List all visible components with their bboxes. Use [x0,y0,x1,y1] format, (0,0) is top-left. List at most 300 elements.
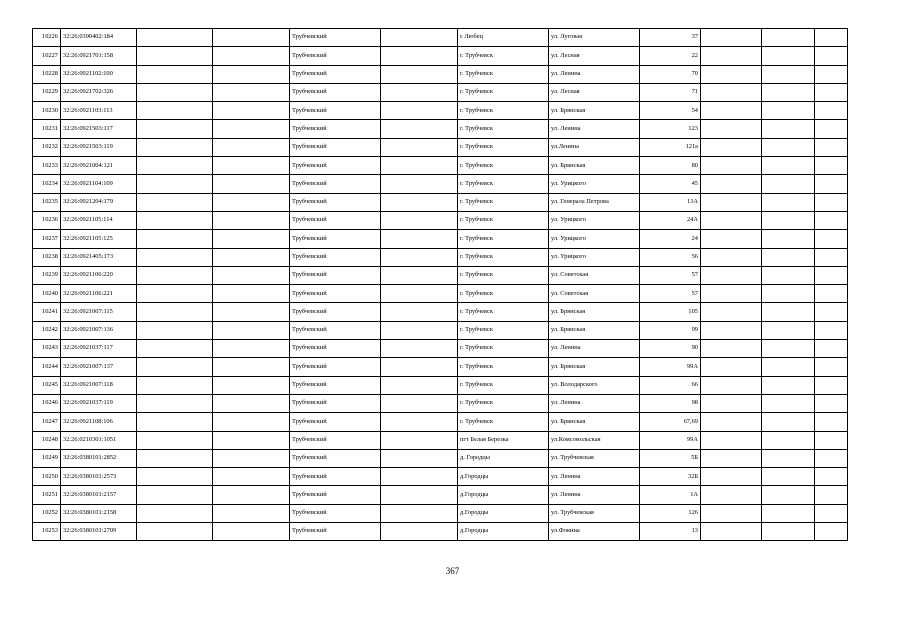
table-row [33,303,848,321]
empty-cell [762,486,815,504]
house-number-cell: 37 [640,29,701,47]
empty-cell [137,83,213,101]
empty-cell [762,504,815,522]
empty-cell [213,193,290,211]
row-number-cell: 10241 [33,303,61,321]
house-number-cell: 57 [640,285,701,303]
district-cell: Трубчевский [290,431,381,449]
empty-cell [137,175,213,193]
empty-cell [815,449,848,467]
empty-cell [213,321,290,339]
empty-cell [762,193,815,211]
empty-cell [701,230,762,248]
empty-cell [137,358,213,376]
empty-cell [815,83,848,101]
row-number-cell: 10238 [33,248,61,266]
house-number-cell: 71 [640,83,701,101]
empty-cell [762,376,815,394]
district-cell: Трубчевский [290,303,381,321]
empty-cell [701,394,762,412]
locality-cell: г. Трубчевск [458,376,549,394]
empty-cell [762,449,815,467]
table-row [33,102,848,120]
cadastral-number-cell: 32:26:0921037:119 [61,394,137,412]
empty-cell [137,157,213,175]
locality-cell: г. Трубчевск [458,413,549,431]
empty-cell [815,394,848,412]
empty-cell [213,504,290,522]
empty-cell [701,120,762,138]
cadastral-number-cell: 32:26:0380101:2573 [61,468,137,486]
cadastral-number-cell: 32:26:0380101:2158 [61,504,137,522]
table-row [33,321,848,339]
empty-cell [381,303,458,321]
cadastral-number-cell: 32:26:0380101:2852 [61,449,137,467]
empty-cell [701,29,762,47]
empty-cell [213,83,290,101]
empty-cell [137,211,213,229]
table-row [33,285,848,303]
empty-cell [701,303,762,321]
table-row [33,83,848,101]
house-number-cell: 24А [640,211,701,229]
street-cell: ул. Ленина [549,120,640,138]
empty-cell [381,358,458,376]
empty-cell [815,321,848,339]
table-row [33,211,848,229]
locality-cell: г. Трубчевск [458,248,549,266]
district-cell: Трубчевский [290,321,381,339]
empty-cell [762,47,815,65]
table-row [33,47,848,65]
street-cell: ул. Лесная [549,47,640,65]
street-cell: ул. Советская [549,285,640,303]
row-number-cell: 10239 [33,266,61,284]
empty-cell [381,230,458,248]
empty-cell [213,449,290,467]
district-cell: Трубчевский [290,468,381,486]
empty-cell [213,175,290,193]
district-cell: Трубчевский [290,523,381,541]
empty-cell [381,266,458,284]
table-row [33,449,848,467]
district-cell: Трубчевский [290,29,381,47]
locality-cell: г. Трубчевск [458,303,549,321]
street-cell: ул. Брянская [549,413,640,431]
table-row [33,413,848,431]
empty-cell [701,486,762,504]
table-row [33,504,848,522]
district-cell: Трубчевский [290,285,381,303]
empty-cell [815,376,848,394]
empty-cell [762,211,815,229]
cadastral-number-cell: 32:26:0921103:113 [61,102,137,120]
empty-cell [815,230,848,248]
locality-cell: г. Трубчевск [458,358,549,376]
empty-cell [137,285,213,303]
row-number-cell: 10246 [33,394,61,412]
table-row [33,29,848,47]
cadastral-number-cell: 32:26:0921405:173 [61,248,137,266]
empty-cell [701,504,762,522]
street-cell: ул. Ленина [549,486,640,504]
street-cell: ул. Луговая [549,29,640,47]
street-cell: ул. Ленина [549,394,640,412]
locality-cell: с Любец [458,29,549,47]
house-number-cell: 70 [640,65,701,83]
empty-cell [213,358,290,376]
empty-cell [815,120,848,138]
row-number-cell: 10231 [33,120,61,138]
district-cell: Трубчевский [290,193,381,211]
locality-cell: д.Городцы [458,486,549,504]
locality-cell: д. Городцы [458,449,549,467]
locality-cell: г. Трубчевск [458,120,549,138]
locality-cell: г. Трубчевск [458,230,549,248]
cadastral-number-cell: 32:26:0380101:2709 [61,523,137,541]
cadastral-number-cell: 32:26:0921105:125 [61,230,137,248]
table-row [33,248,848,266]
house-number-cell: 32Б [640,468,701,486]
street-cell: ул. Урицкого [549,211,640,229]
district-cell: Трубчевский [290,102,381,120]
empty-cell [213,157,290,175]
house-number-cell: 123 [640,120,701,138]
district-cell: Трубчевский [290,504,381,522]
empty-cell [762,523,815,541]
empty-cell [815,175,848,193]
street-cell: ул. Ленина [549,340,640,358]
empty-cell [381,29,458,47]
empty-cell [701,523,762,541]
empty-cell [137,523,213,541]
street-cell: ул. Ленина [549,468,640,486]
empty-cell [701,175,762,193]
cadastral-number-cell: 32:26:0921007:118 [61,376,137,394]
empty-cell [701,431,762,449]
row-number-cell: 10234 [33,175,61,193]
row-number-cell: 10229 [33,83,61,101]
locality-cell: г. Трубчевск [458,138,549,156]
street-cell: ул. Советская [549,266,640,284]
table-row [33,175,848,193]
empty-cell [213,102,290,120]
district-cell: Трубчевский [290,211,381,229]
street-cell: ул. Урицкого [549,248,640,266]
empty-cell [137,468,213,486]
empty-cell [815,65,848,83]
empty-cell [815,193,848,211]
row-number-cell: 10230 [33,102,61,120]
empty-cell [381,193,458,211]
empty-cell [381,157,458,175]
empty-cell [762,83,815,101]
empty-cell [137,248,213,266]
street-cell: ул.Ленина [549,138,640,156]
empty-cell [762,65,815,83]
house-number-cell: 22 [640,47,701,65]
house-number-cell: 105 [640,303,701,321]
empty-cell [213,431,290,449]
empty-cell [213,376,290,394]
empty-cell [762,138,815,156]
empty-cell [137,394,213,412]
row-number-cell: 10235 [33,193,61,211]
cadastral-number-cell: 32:26:0921102:100 [61,65,137,83]
empty-cell [815,211,848,229]
empty-cell [213,65,290,83]
empty-cell [213,340,290,358]
locality-cell: пгт Белая Березка [458,431,549,449]
empty-cell [815,468,848,486]
district-cell: Трубчевский [290,138,381,156]
row-number-cell: 10252 [33,504,61,522]
empty-cell [381,83,458,101]
empty-cell [137,266,213,284]
empty-cell [701,65,762,83]
street-cell: ул. Трубчевская [549,504,640,522]
empty-cell [815,486,848,504]
house-number-cell: 1А [640,486,701,504]
locality-cell: д.Городцы [458,468,549,486]
locality-cell: г. Трубчевск [458,83,549,101]
street-cell: ул.Фокина [549,523,640,541]
empty-cell [701,157,762,175]
table-row [33,230,848,248]
empty-cell [762,230,815,248]
empty-cell [815,29,848,47]
empty-cell [701,83,762,101]
cadastral-number-cell: 32:26:0380101:2157 [61,486,137,504]
house-number-cell: 99А [640,358,701,376]
cadastral-number-cell: 32:26:0921004:121 [61,157,137,175]
empty-cell [762,157,815,175]
locality-cell: г. Трубчевск [458,285,549,303]
empty-cell [213,285,290,303]
empty-cell [815,504,848,522]
district-cell: Трубчевский [290,486,381,504]
house-number-cell: 54 [640,102,701,120]
empty-cell [762,358,815,376]
empty-cell [762,394,815,412]
cadastral-number-cell: 32:26:0921108:106 [61,413,137,431]
district-cell: Трубчевский [290,175,381,193]
house-number-cell: 57 [640,266,701,284]
house-number-cell: 5Б [640,449,701,467]
house-number-cell: 56 [640,248,701,266]
empty-cell [137,102,213,120]
cadastral-number-cell: 32:26:0921701:158 [61,47,137,65]
cadastral-number-cell: 32:26:0921037:117 [61,340,137,358]
street-cell: ул. Трубчевская [549,449,640,467]
empty-cell [137,303,213,321]
empty-cell [762,29,815,47]
row-number-cell: 10251 [33,486,61,504]
empty-cell [381,175,458,193]
empty-cell [701,340,762,358]
street-cell: ул. Брянская [549,321,640,339]
street-cell: ул.Комсомольская [549,431,640,449]
house-number-cell: 121а [640,138,701,156]
district-cell: Трубчевский [290,340,381,358]
empty-cell [701,138,762,156]
row-number-cell: 10228 [33,65,61,83]
house-number-cell: 66 [640,376,701,394]
empty-cell [137,321,213,339]
empty-cell [137,449,213,467]
street-cell: ул. Брянская [549,102,640,120]
locality-cell: г. Трубчевск [458,211,549,229]
table-row [33,486,848,504]
table-row [33,358,848,376]
empty-cell [213,523,290,541]
empty-cell [137,120,213,138]
house-number-cell: 80 [640,157,701,175]
locality-cell: г. Трубчевск [458,340,549,358]
empty-cell [137,47,213,65]
empty-cell [381,120,458,138]
empty-cell [213,266,290,284]
empty-cell [213,394,290,412]
street-cell: ул. Брянская [549,157,640,175]
street-cell: ул. Ленина [549,65,640,83]
empty-cell [213,47,290,65]
street-cell: ул. Володарского [549,376,640,394]
cadastral-number-cell: 32:26:0921503:119 [61,138,137,156]
table-row [33,138,848,156]
empty-cell [137,486,213,504]
empty-cell [381,449,458,467]
street-cell: ул. Брянская [549,303,640,321]
empty-cell [815,47,848,65]
empty-cell [381,321,458,339]
empty-cell [762,248,815,266]
empty-cell [213,138,290,156]
row-number-cell: 10244 [33,358,61,376]
table-row [33,468,848,486]
empty-cell [815,102,848,120]
empty-cell [213,248,290,266]
street-cell: ул. Лесная [549,83,640,101]
empty-cell [381,248,458,266]
empty-cell [701,266,762,284]
page-number: 367 [445,566,460,576]
house-number-cell: 24 [640,230,701,248]
district-cell: Трубчевский [290,413,381,431]
row-number-cell: 10226 [33,29,61,47]
empty-cell [815,138,848,156]
table-row [33,65,848,83]
empty-cell [381,102,458,120]
empty-cell [701,193,762,211]
district-cell: Трубчевский [290,83,381,101]
empty-cell [701,248,762,266]
cadastral-number-cell: 32:26:0921007:136 [61,321,137,339]
district-cell: Трубчевский [290,394,381,412]
empty-cell [213,413,290,431]
cadastral-number-cell: 32:26:0921503:117 [61,120,137,138]
empty-cell [213,120,290,138]
locality-cell: г. Трубчевск [458,102,549,120]
empty-cell [815,431,848,449]
cadastral-number-cell: 32:26:0921204:179 [61,193,137,211]
empty-cell [701,376,762,394]
empty-cell [137,504,213,522]
empty-cell [137,138,213,156]
row-number-cell: 10250 [33,468,61,486]
empty-cell [381,523,458,541]
table-row [33,376,848,394]
empty-cell [381,413,458,431]
district-cell: Трубчевский [290,248,381,266]
empty-cell [213,486,290,504]
empty-cell [381,138,458,156]
district-cell: Трубчевский [290,449,381,467]
house-number-cell: 67,69 [640,413,701,431]
house-number-cell: 99А [640,431,701,449]
empty-cell [137,230,213,248]
empty-cell [381,431,458,449]
empty-cell [762,285,815,303]
locality-cell: г. Трубчевск [458,193,549,211]
table-row [33,431,848,449]
empty-cell [815,340,848,358]
empty-cell [137,340,213,358]
registry-table [32,28,848,541]
table-row [33,157,848,175]
district-cell: Трубчевский [290,376,381,394]
registry-table-body [33,29,848,541]
empty-cell [815,523,848,541]
empty-cell [137,65,213,83]
house-number-cell: 98 [640,394,701,412]
row-number-cell: 10249 [33,449,61,467]
district-cell: Трубчевский [290,266,381,284]
empty-cell [137,431,213,449]
district-cell: Трубчевский [290,120,381,138]
empty-cell [815,303,848,321]
empty-cell [815,248,848,266]
district-cell: Трубчевский [290,230,381,248]
row-number-cell: 10243 [33,340,61,358]
empty-cell [381,285,458,303]
house-number-cell: 13А [640,193,701,211]
empty-cell [762,321,815,339]
cadastral-number-cell: 32:26:0390402:184 [61,29,137,47]
empty-cell [815,285,848,303]
district-cell: Трубчевский [290,65,381,83]
empty-cell [762,413,815,431]
empty-cell [762,102,815,120]
table-row [33,266,848,284]
empty-cell [815,413,848,431]
house-number-cell: 99 [640,321,701,339]
row-number-cell: 10227 [33,47,61,65]
empty-cell [381,65,458,83]
empty-cell [762,431,815,449]
house-number-cell: 45 [640,175,701,193]
empty-cell [701,211,762,229]
row-number-cell: 10248 [33,431,61,449]
cadastral-number-cell: 32:26:0921106:220 [61,266,137,284]
empty-cell [762,266,815,284]
empty-cell [213,303,290,321]
empty-cell [701,468,762,486]
row-number-cell: 10245 [33,376,61,394]
empty-cell [701,47,762,65]
locality-cell: г. Трубчевск [458,175,549,193]
street-cell: ул. Урицкого [549,230,640,248]
